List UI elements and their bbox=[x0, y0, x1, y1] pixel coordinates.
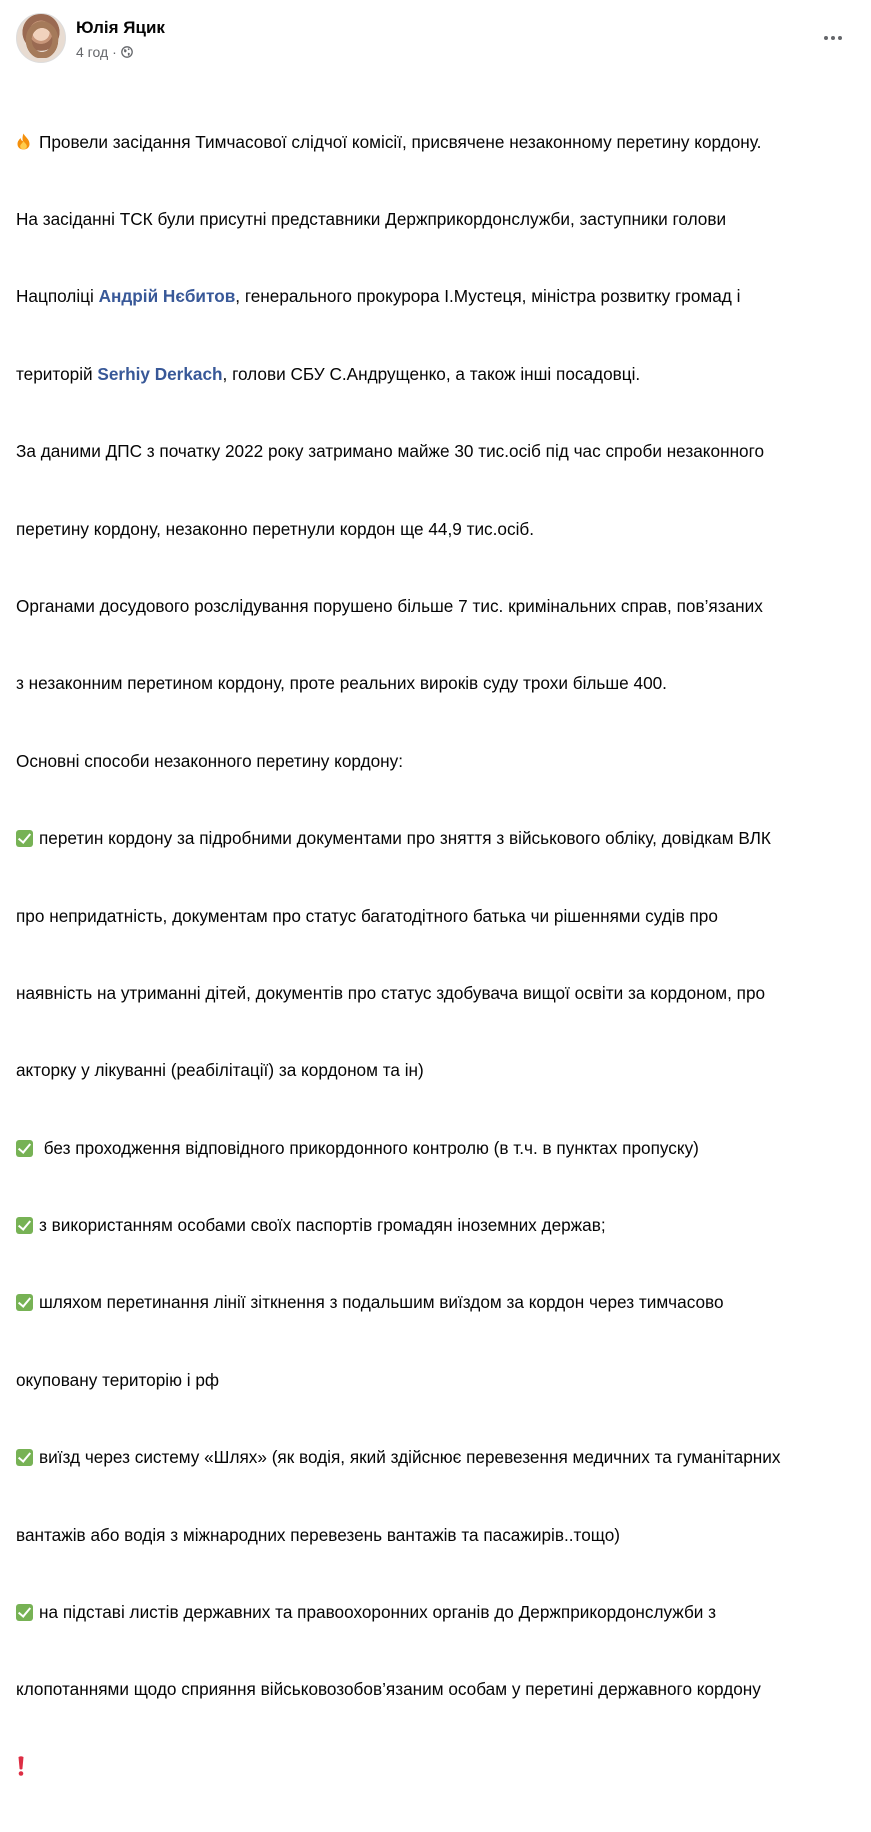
post-meta bbox=[76, 18, 165, 61]
text: Нацполіці bbox=[16, 286, 99, 307]
text-line-18 bbox=[16, 1445, 861, 1471]
text: , голови СБУ С.Андрущенко, а також інші посадовці. bbox=[222, 363, 641, 384]
text-line-12: наявність на утриманні дітей, документів про статус здобувача вищої освіти за кордоном, про bbox=[16, 982, 766, 1003]
author-avatar[interactable] bbox=[16, 13, 66, 63]
check-mark-emoji-icon bbox=[16, 1604, 33, 1621]
text-line-8: з незаконним перетином кордону, проте реальних вироків суду трохи більше 400. bbox=[16, 673, 667, 694]
text-line-22 bbox=[16, 1755, 861, 1781]
text: виїзд через систему «Шлях» (як водія, який здійснює перевезення медичних та гуманітарних bbox=[39, 1447, 781, 1468]
text-line-3 bbox=[16, 284, 861, 310]
globe-icon[interactable] bbox=[121, 46, 133, 58]
red-exclamation-emoji-icon bbox=[16, 1755, 26, 1777]
text-line-5: За даними ДПС з початку 2022 року затримано майже 30 тис.осіб під час спроби незаконного bbox=[16, 441, 765, 462]
text-line-19: вантажів або водія з міжнародних перевезень вантажів та пасажирів..тощо) bbox=[16, 1524, 620, 1545]
fire-emoji-icon bbox=[16, 133, 31, 150]
text-line-14 bbox=[16, 1136, 861, 1162]
text: , генерального прокурора І.Мустеця, міністра розвитку громад і bbox=[235, 286, 741, 307]
post-header bbox=[16, 13, 165, 67]
check-mark-emoji-icon bbox=[16, 1217, 33, 1234]
author-name[interactable]: Юлія Яцик bbox=[76, 18, 165, 37]
text: Провели засідання Тимчасової слідчої комісії, присвячене незаконному перетину кордону. bbox=[39, 131, 762, 152]
check-mark-emoji-icon bbox=[16, 1140, 33, 1157]
post-body bbox=[16, 78, 861, 1832]
mention-link[interactable]: Serhiy Derkach bbox=[97, 363, 223, 384]
text-line-9: Основні способи незаконного перетину кордону: bbox=[16, 750, 404, 771]
text-line-7: Органами досудового розслідування порушено більше 7 тис. кримінальних справ, пов’язаних bbox=[16, 595, 763, 616]
text: з використанням особами своїх паспортів громадян іноземних держав; bbox=[39, 1215, 606, 1236]
text-line-17: окуповану територію і рф bbox=[16, 1369, 220, 1390]
text: перетин кордону за підробними документами про зняття з військового обліку, довідкам ВЛК bbox=[39, 828, 771, 849]
text: територій bbox=[16, 363, 98, 384]
text-line-11: про непридатність, документам про статус багатодітного батька чи рішеннями судів про bbox=[16, 905, 718, 926]
text-line-20 bbox=[16, 1600, 861, 1626]
text: на підставі листів державних та правоохоронних органів до Держприкордонслужби з bbox=[39, 1602, 717, 1623]
text-line-10 bbox=[16, 826, 861, 852]
text-line-6: перетину кордону, незаконно перетнули кордон ще 44,9 тис.осіб. bbox=[16, 518, 535, 539]
timestamp-row bbox=[76, 43, 165, 61]
text-line-16 bbox=[16, 1290, 861, 1316]
check-mark-emoji-icon bbox=[16, 830, 33, 847]
separator-dot: · bbox=[112, 44, 117, 60]
post-time[interactable]: 4 год bbox=[76, 44, 109, 60]
text-line-15 bbox=[16, 1213, 861, 1239]
text: без проходження відповідного прикордонного контролю (в т.ч. в пунктах пропуску) bbox=[39, 1137, 699, 1158]
check-mark-emoji-icon bbox=[16, 1449, 33, 1466]
text-line-4 bbox=[16, 362, 861, 388]
text-line-1 bbox=[16, 130, 861, 156]
text-line-2: На засіданні ТСК були присутні представники Держприкордонслужби, заступники голови bbox=[16, 208, 727, 229]
more-options-icon[interactable] bbox=[815, 26, 851, 50]
mention-link[interactable]: Андрій Нєбитов bbox=[98, 286, 236, 307]
text: шляхом перетинання лінії зіткнення з подальшим виїздом за кордон через тимчасово bbox=[39, 1292, 724, 1313]
text-line-13: акторку у лікуванні (реабілітації) за кордоном та ін) bbox=[16, 1060, 424, 1081]
text-line-21: клопотаннями щодо сприяння військовозобов’язаним особам у перетині державного кордону bbox=[16, 1679, 761, 1700]
check-mark-emoji-icon bbox=[16, 1294, 33, 1311]
